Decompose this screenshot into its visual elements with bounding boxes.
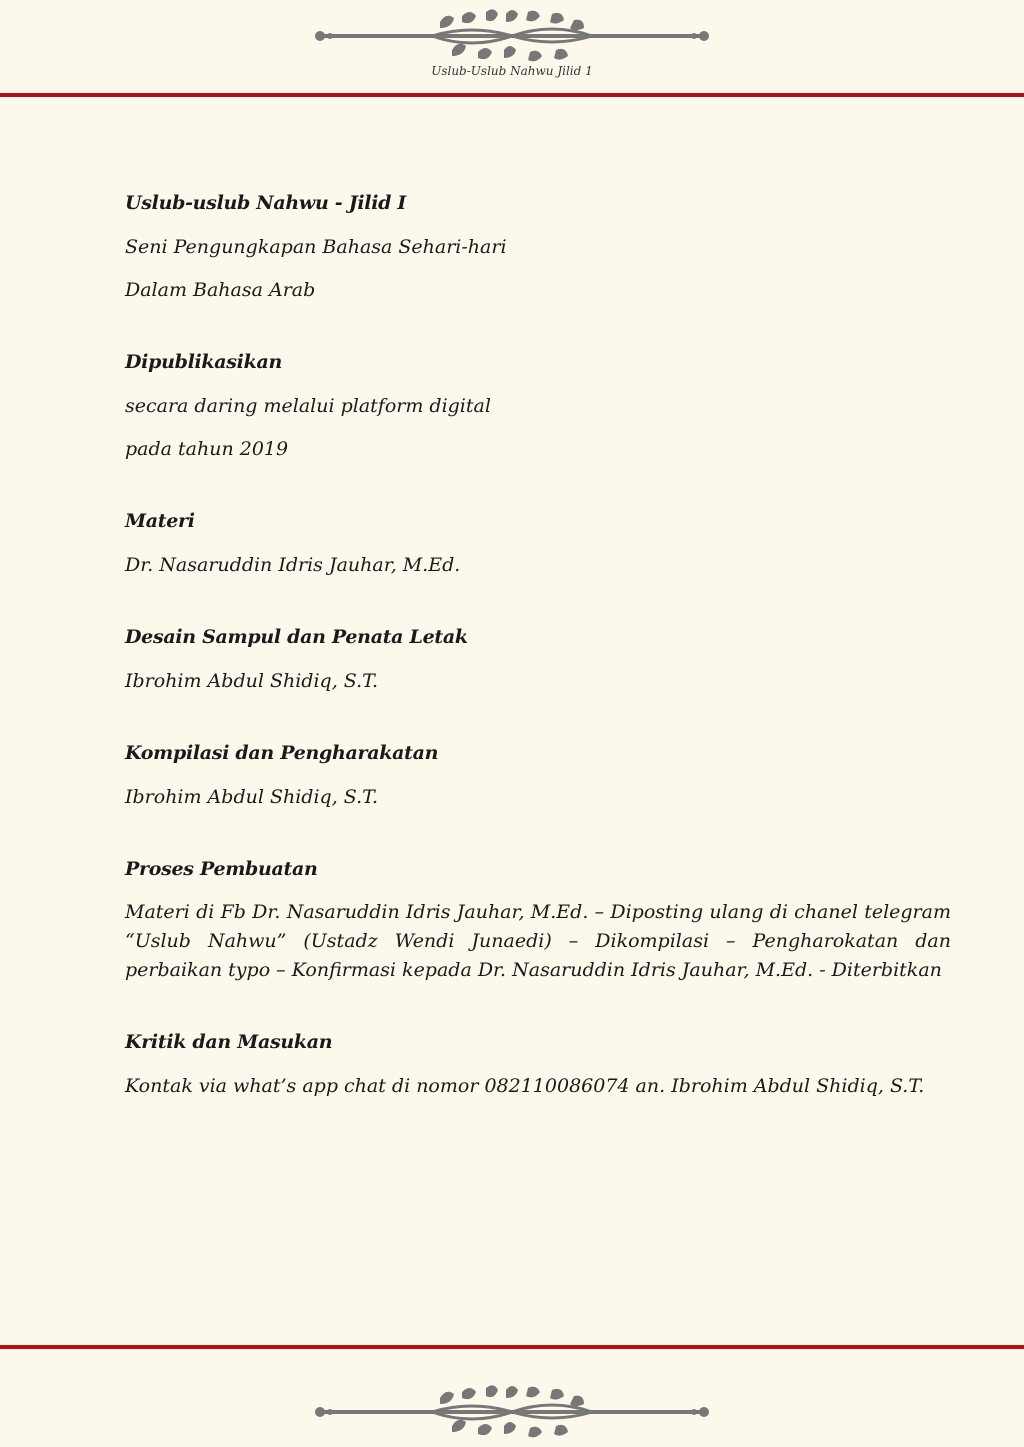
footer-ornament xyxy=(0,1382,1024,1438)
section-heading: Desain Sampul dan Penata Letak xyxy=(125,626,468,648)
leaf-vine-icon xyxy=(312,1382,712,1438)
section-heading: Materi xyxy=(125,510,195,532)
section-heading: Dipublikasikan xyxy=(125,351,282,373)
section-feedback xyxy=(125,1027,951,1101)
section-heading: Uslub-uslub Nahwu - Jilid I xyxy=(125,192,407,214)
section-process xyxy=(125,854,951,985)
leaf-vine-icon xyxy=(312,6,712,62)
section-compilation xyxy=(125,738,951,812)
section-publication xyxy=(125,347,951,464)
section-line: Ibrohim Abdul Shidiq, S.T. xyxy=(125,786,379,808)
section-material xyxy=(125,506,951,580)
section-line: Kontak via what’s app chat di nomor 082110086074 an. Ibrohim Abdul Shidiq, S.T. xyxy=(125,1075,925,1097)
section-heading: Kritik dan Masukan xyxy=(125,1031,333,1053)
section-line: Dr. Nasaruddin Idris Jauhar, M.Ed. xyxy=(125,554,461,576)
section-title xyxy=(125,188,951,305)
section-line: pada tahun 2019 xyxy=(125,438,289,460)
section-line: Materi di Fb Dr. Nasaruddin Idris Jauhar, M.Ed. – Diposting ulang di chanel telegram “Uslub Nahwu” (Ustadz Wendi Junaedi) – Dikompilasi – Pengharokatan dan perbaikan typo – Konfirmasi kepada Dr. Nasaruddin Idris Jauhar, M.Ed. - Diterbitkan xyxy=(125,901,951,981)
section-line: Dalam Bahasa Arab xyxy=(125,279,316,301)
section-heading: Proses Pembuatan xyxy=(125,858,318,880)
top-divider xyxy=(0,93,1024,97)
header-ornament xyxy=(0,6,1024,62)
section-cover-design xyxy=(125,622,951,696)
bottom-divider xyxy=(0,1345,1024,1349)
colophon-content xyxy=(125,188,951,1143)
section-line: secara daring melalui platform digital xyxy=(125,395,491,417)
section-line: Ibrohim Abdul Shidiq, S.T. xyxy=(125,670,379,692)
section-line: Seni Pengungkapan Bahasa Sehari-hari xyxy=(125,236,507,258)
section-heading: Kompilasi dan Pengharakatan xyxy=(125,742,439,764)
running-title: Uslub-Uslub Nahwu Jilid 1 xyxy=(431,64,593,78)
